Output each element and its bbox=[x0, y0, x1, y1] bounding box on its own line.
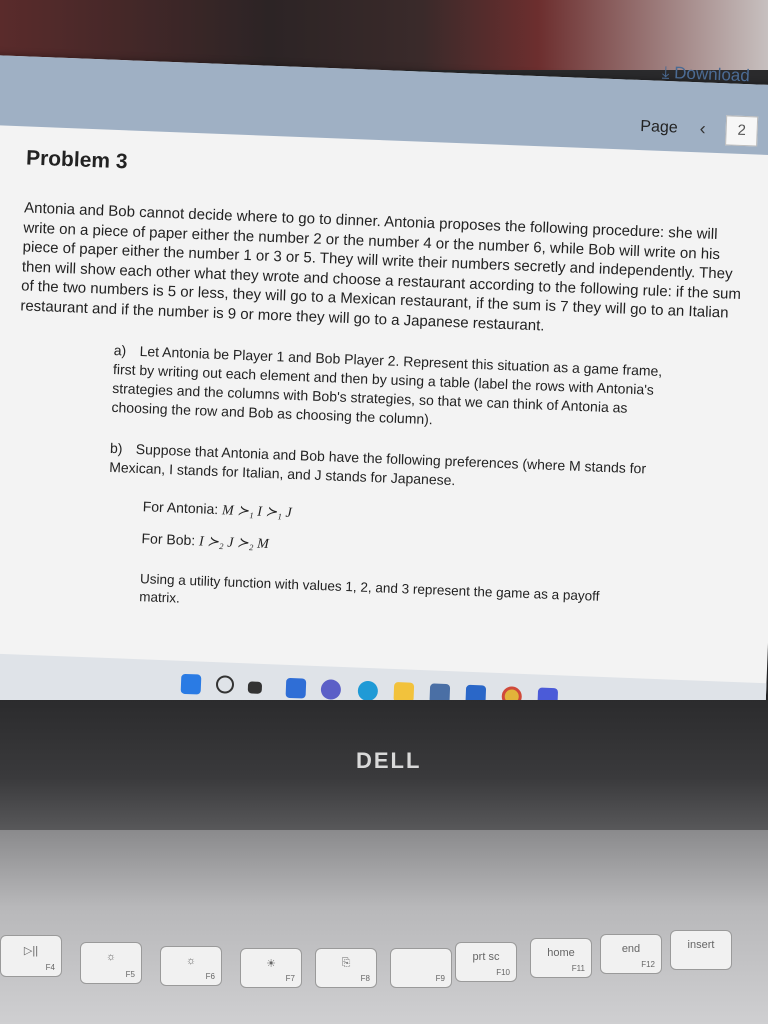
key-prtsc: prt sc F10 bbox=[455, 942, 517, 982]
problem-title: Problem 3 bbox=[25, 146, 128, 174]
part-a bbox=[111, 341, 674, 438]
dell-logo: DELL bbox=[356, 748, 422, 773]
page-label: Page bbox=[640, 118, 679, 137]
key-home: home F11 bbox=[530, 938, 592, 978]
chat-icon[interactable] bbox=[321, 679, 342, 700]
key-f7: ☀ F7 bbox=[240, 948, 302, 988]
search-icon[interactable] bbox=[216, 675, 235, 694]
laptop-screen bbox=[0, 55, 768, 735]
task-view-icon[interactable] bbox=[248, 681, 262, 694]
preferences bbox=[141, 492, 733, 577]
key-end: end F12 bbox=[600, 934, 662, 974]
download-icon: ⤓ bbox=[661, 62, 670, 83]
key-f9: F9 bbox=[390, 948, 452, 988]
keyboard bbox=[0, 830, 768, 1024]
pref-bob-label: For Bob: bbox=[141, 530, 196, 549]
pref-bob-value: I ≻₂ J ≻₂ M bbox=[198, 534, 270, 553]
pref-antonia-label: For Antonia: bbox=[142, 498, 219, 518]
edge-icon[interactable] bbox=[357, 681, 378, 702]
utility-instruction: Using a utility function with values 1, 2, and 3 represent the game as a payoff matrix. bbox=[139, 571, 600, 606]
key-f6: ☼ F6 bbox=[160, 946, 222, 986]
part-b-label: b) bbox=[109, 439, 123, 457]
download-label: Download bbox=[673, 63, 751, 86]
part-a-label: a) bbox=[113, 341, 127, 359]
document-content bbox=[9, 146, 746, 628]
page-number-field[interactable]: 2 bbox=[725, 115, 758, 146]
key-f4: ▷|| F4 bbox=[0, 935, 62, 977]
part-b-text: Suppose that Antonia and Bob have the following preferences (where M stands for Mexican, I stands for Italian, and J stands for Japanese. bbox=[108, 440, 647, 489]
key-f5: ☼ F5 bbox=[80, 942, 142, 984]
part-b bbox=[109, 439, 670, 498]
key-f8: ⎘ F8 bbox=[315, 948, 377, 988]
problem-intro: Antonia and Bob cannot decide where to go to dinner. Antonia proposes the following procedure: she will write on a piece of paper either the number 2 or the number 4 or the number 6, while Bob will write on his piece of paper either the number 1 or 3 or 5. They will write their numbers secretly and independently. They then will show each other what they wrote and choose a restaurant according to the following rule: if the sum of the two numbers is 5 or less, they will go to a Mexican restaurant, if the sum is 7 they will go to an Italian restaurant and if the number is 9 or more they will go to a Japanese restaurant. bbox=[20, 199, 742, 334]
download-button[interactable] bbox=[662, 63, 751, 86]
windows-icon[interactable] bbox=[181, 674, 202, 695]
key-insert: insert bbox=[670, 930, 732, 970]
widgets-icon[interactable] bbox=[286, 678, 307, 699]
previous-page-button[interactable]: ‹ bbox=[699, 118, 707, 139]
viewer-toolbar bbox=[0, 55, 768, 156]
part-a-text: Let Antonia be Player 1 and Bob Player 2. Represent this situation as a game frame, first by writing out each element and then by using a table (label the rows with Antonia's strategies and the columns with Bob's strategies, so that we can think of Antonia as choosing the row and Bob as choosing the column). bbox=[111, 342, 663, 428]
pref-antonia-value: M ≻₁ I ≻₁ J bbox=[221, 503, 293, 521]
